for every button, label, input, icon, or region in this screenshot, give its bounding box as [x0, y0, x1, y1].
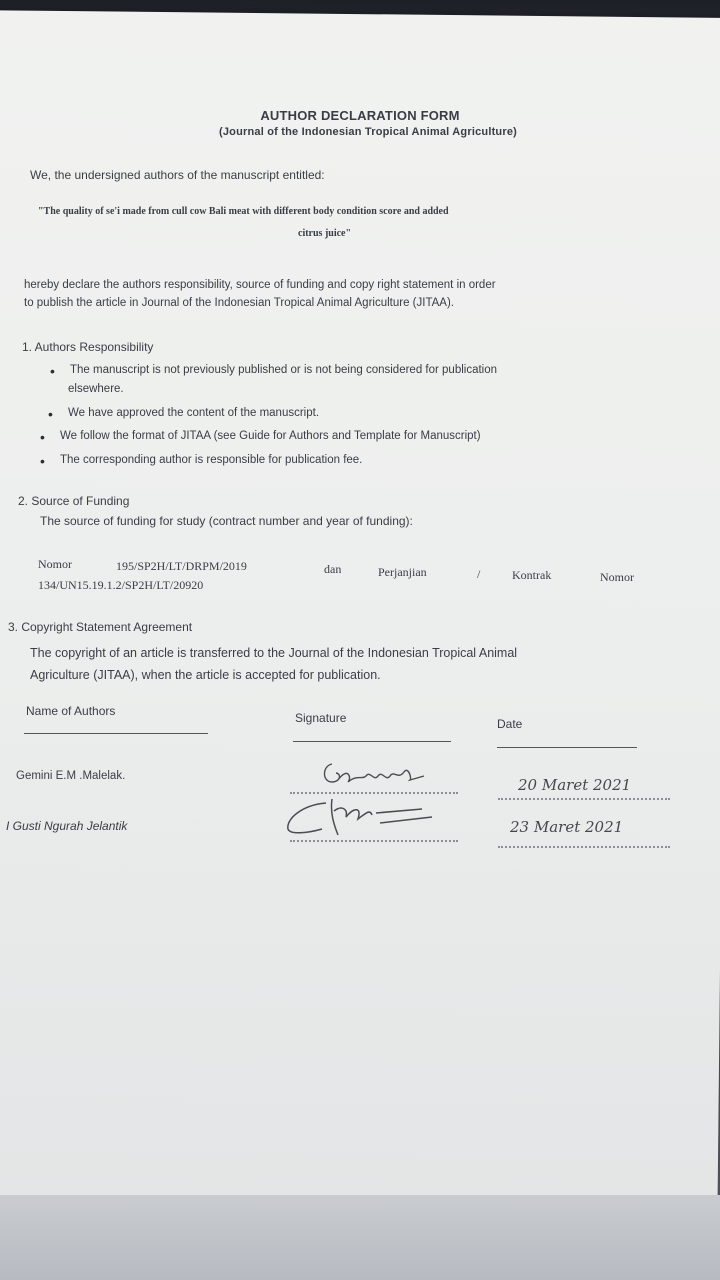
manuscript-title-line1: "The quality of se'i made from cull cow Bali meat with different body condition score and added	[38, 206, 449, 217]
funding-word: Nomor	[38, 557, 72, 571]
bullet-continuation: elsewhere.	[68, 383, 124, 395]
signing-date: 20 Maret 2021	[518, 776, 632, 794]
funding-separator: /	[477, 567, 481, 581]
manuscript-title-line2: citrus juice"	[298, 228, 352, 239]
bullet-item: • The corresponding author is responsible for publication fee.	[60, 454, 362, 466]
name-header-rule	[24, 733, 208, 734]
section3-text-line1: The copyright of an article is transferred to the Journal of the Indonesian Tropical Animal	[30, 646, 518, 660]
column-header-signature: Signature	[295, 711, 347, 725]
section2-heading: 2. Source of Funding	[18, 494, 130, 508]
column-header-date: Date	[497, 717, 523, 731]
signature-header-rule	[293, 741, 451, 742]
funding-word: Kontrak	[512, 568, 552, 582]
bullet-item: • The manuscript is not previously published or is not being considered for publication	[70, 364, 497, 376]
form-subtitle: (Journal of the Indonesian Tropical Animal Agriculture)	[218, 126, 518, 138]
bullet-item: • We follow the format of JITAA (see Guide for Authors and Template for Manuscript)	[60, 430, 481, 442]
signature-2-image	[282, 795, 452, 845]
declare-line1: hereby declare the authors responsibility, source of funding and copy right statement in order	[24, 279, 496, 291]
intro-text: We, the undersigned authors of the manuscript entitled:	[30, 168, 325, 182]
funding-word: dan	[324, 562, 342, 576]
signature-dotted-line	[290, 792, 458, 794]
date-dotted-line	[498, 798, 670, 800]
section3-heading: 3. Copyright Statement Agreement	[8, 620, 193, 634]
funding-word: Nomor	[600, 570, 634, 584]
signing-date: 23 Maret 2021	[510, 818, 624, 836]
column-header-name: Name of Authors	[26, 704, 116, 718]
signature-dotted-line	[290, 840, 458, 842]
date-header-rule	[497, 747, 637, 748]
form-title: AUTHOR DECLARATION FORM	[260, 108, 460, 123]
bullet-item: • We have approved the content of the manuscript.	[68, 407, 319, 419]
date-dotted-line	[498, 846, 670, 848]
declare-line2: to publish the article in Journal of the Indonesian Tropical Animal Agriculture (JITAA).	[24, 297, 454, 309]
funding-word: Perjanjian	[378, 565, 427, 579]
author-name: Gemini E.M .Malelak.	[16, 770, 126, 782]
section2-text: The source of funding for study (contract number and year of funding):	[40, 514, 413, 528]
signature-1-image	[318, 756, 438, 792]
section3-text-line2: Agriculture (JITAA), when the article is accepted for publication.	[30, 668, 381, 682]
author-name: I Gusti Ngurah Jelantik	[6, 819, 128, 833]
funding-number: 195/SP2H/LT/DRPM/2019	[116, 559, 247, 573]
funding-number-line2: 134/UN15.19.1.2/SP2H/LT/20920	[38, 578, 204, 592]
section1-heading: 1. Authors Responsibility	[22, 340, 154, 354]
